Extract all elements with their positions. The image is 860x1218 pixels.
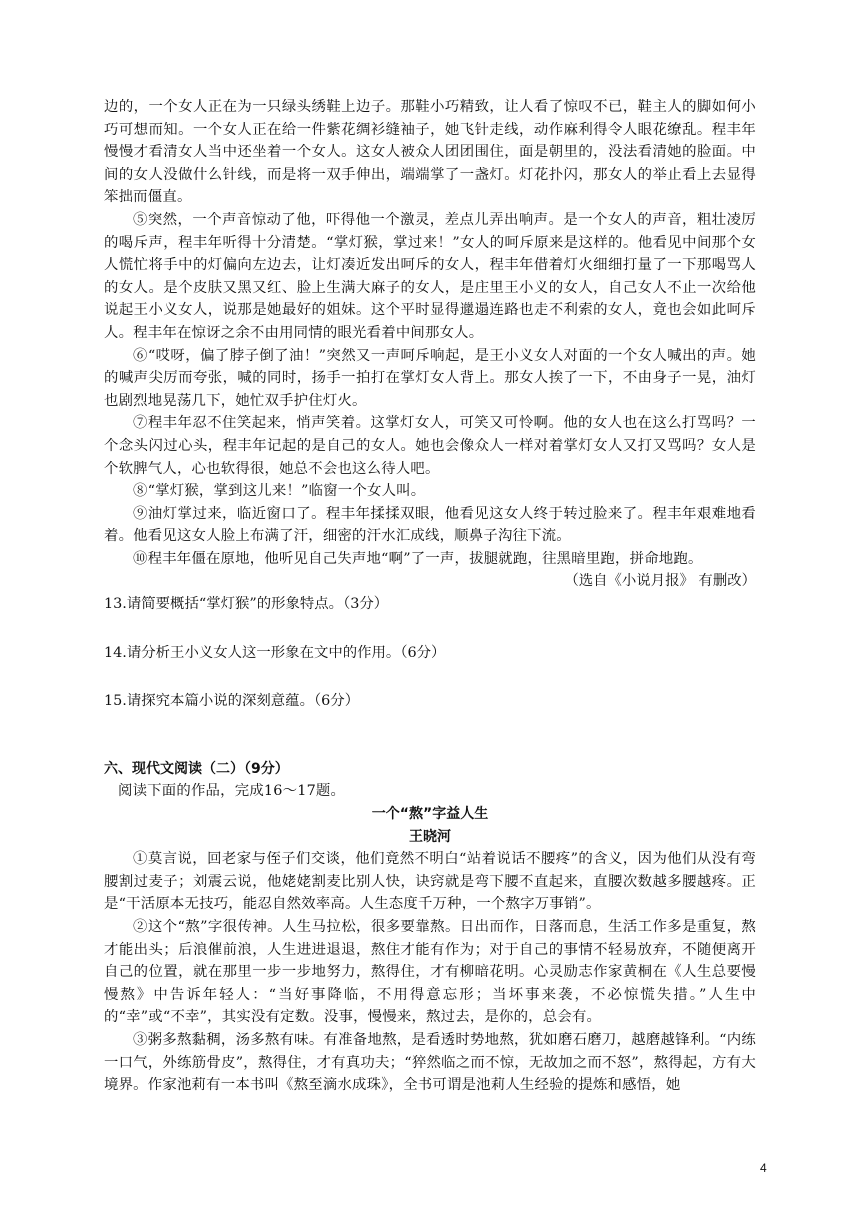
section-instruction: 阅读下面的作品，完成16～17题。 (118, 783, 346, 800)
essay-paragraph-2: ②这个“熬”字很传神。人生马拉松，很多要靠熬。日出而作，日落而息，生活工作多是重复，熬才能出头；后浪催前浪，人生进进退退，熬住才能有作为；对于自己的事情不轻易放弃，不随便离开自己的位置，就在那里一步一步地努力，熬得住，才有柳暗花明。心灵励志作家黄桐在《人生总要慢慢熬》中告诉年轻人：“当好事降临，不用得意忘形；当坏事来袭，不必惊慌失措。”人生中的“幸”或“不幸”，其实没有定数。没事，慢慢来，熬过去，是你的，总会有。 (104, 919, 756, 1026)
essay-paragraph-3: ③粥多熬黏稠，汤多熬有味。有准备地熬，是看透时势地熬，犹如磨石磨刀，越磨越锋利。“内练一口气，外练筋骨皮”，熬得住，才有真功夫；“猝然临之而不惊，无故加之而不怒”，熬得起，方有大境界。作家池莉有一本书叫《熬至滴水成珠》，全书可谓是池莉人生经验的提炼和感悟，她 (104, 1031, 756, 1094)
story-paragraph-10: ⑩程丰年僵在原地，他听见自己失声地“啊”了一声，拔腿就跑，往黑暗里跑，拼命地跑。 (133, 550, 703, 567)
story-paragraph-9: ⑨油灯掌过来，临近窗口了。程丰年揉揉双眼，他看见这女人终于转过脸来了。程丰年艰难地看着。他看见这女人脸上布满了汗，细密的汗水汇成线，顺鼻子沟往下流。 (104, 505, 756, 545)
story-paragraph-5: ⑤突然，一个声音惊动了他，吓得他一个激灵，差点儿弄出响声。是一个女人的声音，粗壮凌厉的喝斥声，程丰年听得十分清楚。“掌灯猴，掌过来！”女人的呵斥原来是这样的。他看见中间那个女人慌忙将手中的灯偏向左边去，让灯凑近发出呵斥的女人，程丰年借着灯火细细打量了一下那喝骂人的女人。是个皮肤又黑又红、脸上生满大麻子的女人，是庄里王小义的女人，自己女人不止一次给他说起王小义女人，说那是她最好的姐妹。这个平时显得邋遢连路也走不利索的女人，竟也会如此呵斥人。程丰年在惊讶之余不由用同情的眼光看着中间那女人。 (104, 211, 756, 341)
story-source: （选自《小说月报》 有删改） (564, 573, 756, 590)
essay-title: 一个“熬”字益人生 (371, 806, 489, 823)
page-number: 4 (760, 1161, 767, 1175)
question-14: 14.请分析王小义女人这一形象在文中的作用。（6分） (104, 644, 446, 661)
story-paragraph-6: ⑥“哎呀，偏了脖子倒了油！”突然又一声呵斥响起，是王小义女人对面的一个女人喊出的声。她的喊声尖厉而夸张，喊的同时，扬手一拍打在掌灯女人背上。那女人挨了一下，不由身子一晃，油灯也剧烈地晃荡几下，她忙双手护住灯火。 (104, 347, 756, 409)
story-paragraph-8: ⑧“掌灯猴，掌到这儿来！”临窗一个女人叫。 (133, 483, 426, 500)
essay-paragraph-1: ①莫言说，回老家与侄子们交谈，他们竟然不明白“站着说话不腰疼”的含义，因为他们从没有弯腰割过麦子；刘震云说，他姥姥割麦比别人快，诀窍就是弯下腰不直起来，直腰次数越多腰越疼。正是“干活原本无技巧，能忍自然效率高。人生态度千万种，一个熬字万事销”。 (104, 851, 756, 913)
question-15: 15.请探究本篇小说的深刻意蕴。（6分） (104, 693, 360, 710)
question-13: 13.请简要概括“掌灯猴”的形象特点。（3分） (104, 596, 389, 613)
essay-author: 王晓河 (409, 828, 451, 845)
story-paragraph-continued: 边的，一个女人正在为一只绿头绣鞋上边子。那鞋小巧精致，让人看了惊叹不已，鞋主人的脚如何小巧可想而知。一个女人正在给一件紫花绸衫缝袖子，她飞针走线，动作麻利得令人眼花缭乱。程丰年慢慢才看清女人当中还坐着一个女人。这女人被众人团团围住，面是朝里的，没法看清她的脸面。中间的女人没做什么针线，而是将一双手伸出，端端掌了一盏灯。灯花扑闪，那女人的举止看上去显得笨拙而僵直。 (104, 99, 756, 206)
section-heading: 六、现代文阅读（二）（9分） (104, 760, 289, 777)
story-paragraph-7: ⑦程丰年忍不住笑起来，悄声笑着。这掌灯女人，可笑又可怜啊。他的女人也在这么打骂吗？一个念头闪过心头，程丰年记起的是自己的女人。她也会像众人一样对着掌灯女人又打又骂吗？女人是个软脾气人，心也软得很，她总不会也这么待人吧。 (104, 415, 756, 477)
page-content (104, 96, 756, 1097)
